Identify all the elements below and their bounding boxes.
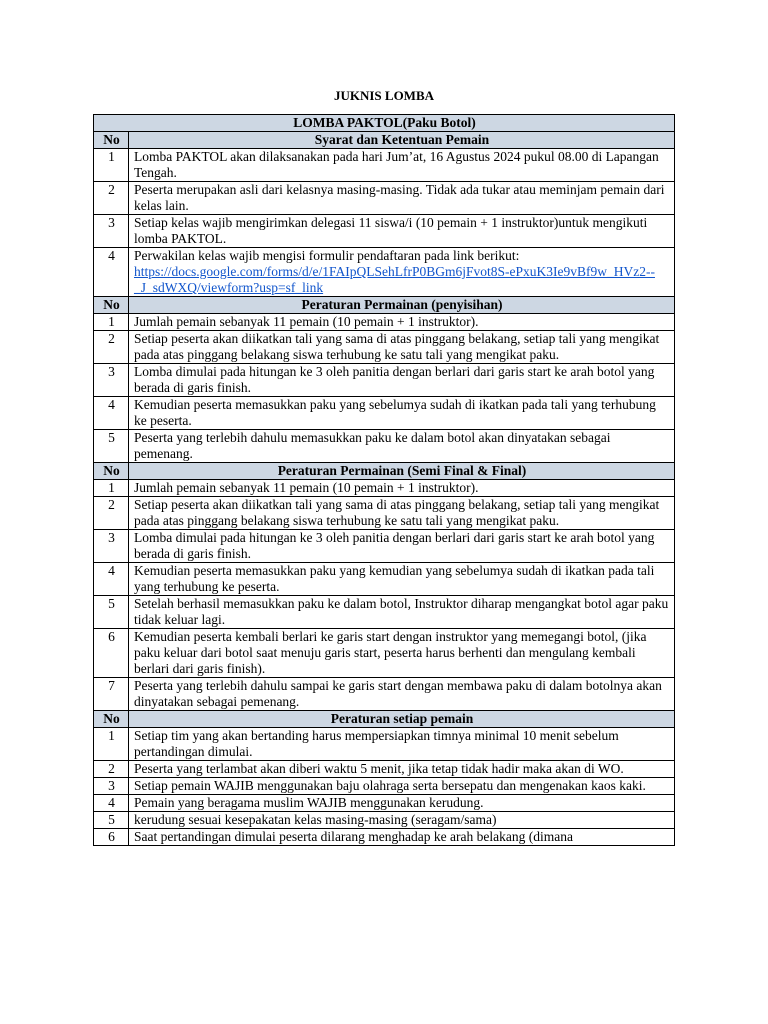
table-row	[94, 829, 675, 846]
section-no-header: No	[94, 463, 129, 480]
table-row	[94, 215, 675, 248]
section-no-header: No	[94, 297, 129, 314]
row-text: Setelah berhasil memasukkan paku ke dalam botol, Instruktor diharap mengangkat botol agar paku tidak keluar lagi.	[134, 596, 669, 627]
section-no-header: No	[94, 132, 129, 149]
row-text: Setiap tim yang akan bertanding harus mempersiapkan timnya minimal 10 menit sebelum pertandingan dimulai.	[134, 728, 619, 759]
row-text: Jumlah pemain sebanyak 11 pemain (10 pemain + 1 instruktor).	[134, 480, 479, 495]
row-number: 2	[94, 497, 129, 530]
row-text-cell	[129, 314, 675, 331]
table-row	[94, 761, 675, 778]
row-text-cell	[129, 430, 675, 463]
row-number: 1	[94, 149, 129, 182]
row-text-cell	[129, 364, 675, 397]
table-row	[94, 314, 675, 331]
row-number: 4	[94, 248, 129, 297]
section-header-row	[94, 132, 675, 149]
table-row	[94, 563, 675, 596]
table-heading: LOMBA PAKTOL(Paku Botol)	[94, 115, 675, 132]
row-text: Lomba PAKTOL akan dilaksanakan pada hari Jum’at, 16 Agustus 2024 pukul 08.00 di Lapangan Tengah.	[134, 149, 659, 180]
row-text: Setiap kelas wajib mengirimkan delegasi 11 siswa/i (10 pemain + 1 instruktor)untuk mengikuti lomba PAKTOL.	[134, 215, 648, 246]
table-row	[94, 629, 675, 678]
section-header-row	[94, 463, 675, 480]
page-title: JUKNIS LOMBA	[333, 88, 435, 103]
row-text-cell	[129, 530, 675, 563]
section-no-header: No	[94, 711, 129, 728]
row-text-cell	[129, 497, 675, 530]
table-row	[94, 331, 675, 364]
row-text-cell	[129, 182, 675, 215]
row-number: 7	[94, 678, 129, 711]
row-text-cell	[129, 812, 675, 829]
section-title: Peraturan setiap pemain	[129, 711, 675, 728]
row-text: Jumlah pemain sebanyak 11 pemain (10 pemain + 1 instruktor).	[134, 314, 479, 329]
row-text-cell	[129, 149, 675, 182]
row-text-cell	[129, 563, 675, 596]
row-number: 1	[94, 314, 129, 331]
row-text: Saat pertandingan dimulai peserta dilarang menghadap ke arah belakang (dimana	[134, 829, 573, 844]
table-row	[94, 248, 675, 297]
section-title: Syarat dan Ketentuan Pemain	[129, 132, 675, 149]
row-number: 2	[94, 182, 129, 215]
table-row	[94, 678, 675, 711]
row-text: Peserta yang terlambat akan diberi waktu 5 menit, jika tetap tidak hadir maka akan di WO.	[134, 761, 624, 776]
table-row	[94, 795, 675, 812]
row-text: Peserta yang terlebih dahulu memasukkan paku ke dalam botol akan dinyatakan sebagai pemenang.	[134, 430, 611, 461]
row-number: 4	[94, 563, 129, 596]
row-number: 6	[94, 629, 129, 678]
table-row	[94, 812, 675, 829]
row-text: Lomba dimulai pada hitungan ke 3 oleh panitia dengan berlari dari garis start ke arah botol yang berada di garis finish.	[134, 530, 655, 561]
table-row	[94, 480, 675, 497]
row-number: 6	[94, 829, 129, 846]
table-row	[94, 497, 675, 530]
row-text: Setiap pemain WAJIB menggunakan baju olahraga serta bersepatu dan mengenakan kaos kaki.	[134, 778, 646, 793]
row-number: 4	[94, 795, 129, 812]
row-text-cell	[129, 480, 675, 497]
row-text-cell	[129, 596, 675, 629]
table-row	[94, 364, 675, 397]
row-number: 3	[94, 530, 129, 563]
row-text: Peserta yang terlebih dahulu sampai ke garis start dengan membawa paku di dalam botolnya akan dinyatakan sebagai pemenang.	[134, 678, 662, 709]
row-text: Kemudian peserta kembali berlari ke garis start dengan instruktor yang memegangi botol, (jika paku keluar dari botol saat menuju garis start, peserta harus berhenti dan mengulang kembali berlari dari garis finish).	[134, 629, 647, 676]
row-text: Lomba dimulai pada hitungan ke 3 oleh panitia dengan berlari dari garis start ke arah botol yang berada di garis finish.	[134, 364, 655, 395]
row-text-cell	[129, 397, 675, 430]
row-number: 3	[94, 364, 129, 397]
row-text: Kemudian peserta memasukkan paku yang kemudian yang sebelumya sudah di ikatkan pada tali yang terhubung ke peserta.	[134, 563, 655, 594]
row-number: 3	[94, 778, 129, 795]
row-text: Peserta merupakan asli dari kelasnya masing-masing. Tidak ada tukar atau meminjam pemain dari kelas lain.	[134, 182, 665, 213]
row-text: Setiap peserta akan diikatkan tali yang sama di atas pinggang belakang, setiap tali yang mengikat pada atas pinggang belakang siswa terhubung ke satu tali yang mengikat paku.	[134, 497, 660, 528]
section-title: Peraturan Permainan (penyisihan)	[129, 297, 675, 314]
row-text-cell	[129, 829, 675, 846]
row-number: 1	[94, 480, 129, 497]
table-row	[94, 149, 675, 182]
table-row	[94, 182, 675, 215]
table-row	[94, 530, 675, 563]
section-title: Peraturan Permainan (Semi Final & Final)	[129, 463, 675, 480]
registration-form-link[interactable]: https://docs.google.com/forms/d/e/1FAIpQLSehLfrP0BGm6jFvot8S-ePxuK3Ie9vBf9w_HVz2--_J_sdWXQ/viewform?usp=sf_link	[134, 264, 655, 295]
row-number: 2	[94, 331, 129, 364]
row-text: Kemudian peserta memasukkan paku yang sebelumya sudah di ikatkan pada tali yang terhubung ke peserta.	[134, 397, 656, 428]
table-row	[94, 778, 675, 795]
section-header-row	[94, 297, 675, 314]
row-number: 2	[94, 761, 129, 778]
table-row	[94, 397, 675, 430]
table-heading-row	[94, 115, 675, 132]
row-text: Perwakilan kelas wajib mengisi formulir pendaftaran pada link berikut:	[134, 248, 520, 263]
row-text-cell	[129, 629, 675, 678]
row-number: 1	[94, 728, 129, 761]
section-header-row	[94, 711, 675, 728]
row-text-cell	[129, 795, 675, 812]
rules-table	[93, 114, 675, 846]
table-row	[94, 430, 675, 463]
row-text-cell	[129, 678, 675, 711]
table-row	[94, 596, 675, 629]
row-number: 5	[94, 812, 129, 829]
row-text-cell	[129, 778, 675, 795]
row-text: Setiap peserta akan diikatkan tali yang sama di atas pinggang belakang, setiap tali yang mengikat pada atas pinggang belakang siswa terhubung ke satu tali yang mengikat paku.	[134, 331, 660, 362]
table-row	[94, 728, 675, 761]
row-text: Pemain yang beragama muslim WAJIB menggunakan kerudung.	[134, 795, 484, 810]
row-number: 5	[94, 430, 129, 463]
row-text-cell	[129, 331, 675, 364]
row-number: 4	[94, 397, 129, 430]
row-text-cell	[129, 215, 675, 248]
row-text-cell	[129, 248, 675, 297]
row-number: 3	[94, 215, 129, 248]
row-text: kerudung sesuai kesepakatan kelas masing-masing (seragam/sama)	[134, 812, 497, 827]
row-number: 5	[94, 596, 129, 629]
row-text-cell	[129, 761, 675, 778]
row-text-cell	[129, 728, 675, 761]
